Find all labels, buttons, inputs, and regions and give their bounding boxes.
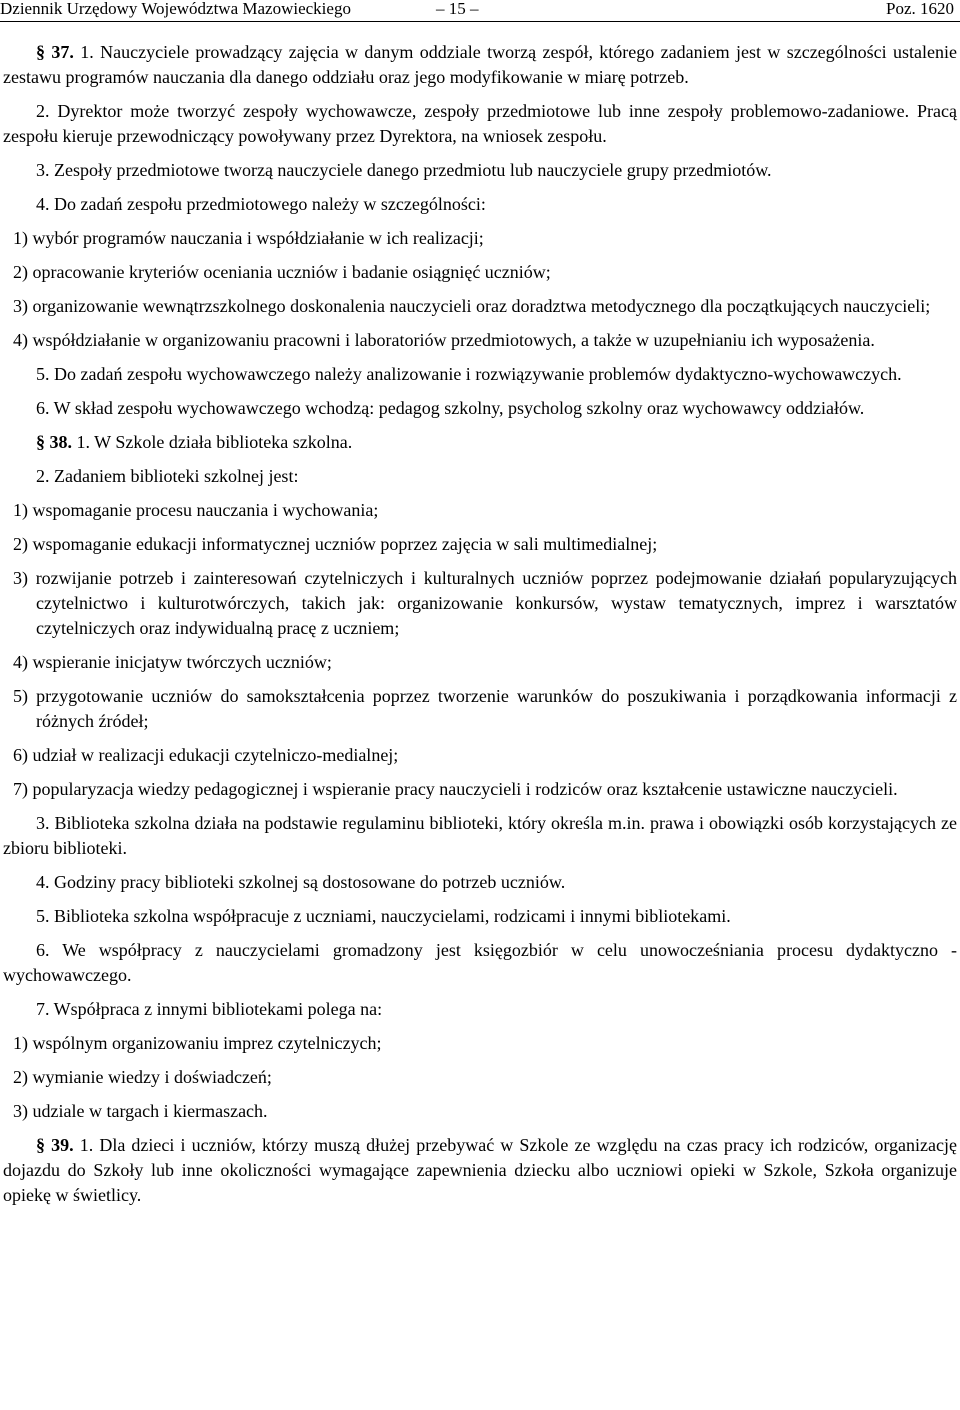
list-item: 2) opracowanie kryteriów oceniania uczniów i badanie osiągnięć uczniów; (13, 262, 551, 282)
list-item: 7) popularyzacja wiedzy pedagogicznej i wspieranie pracy nauczycieli i rodziców oraz kształcenie ustawiczne nauczycieli. (13, 779, 898, 799)
page-header (0, 0, 960, 22)
section-37-paragraph-4: 4. Do zadań zespołu przedmiotowego należy w szczególności: (36, 194, 486, 214)
list-item: 1) wspólnym organizowaniu imprez czytelniczych; (13, 1033, 382, 1053)
section-38-paragraph-6: 6. We współpracy z nauczycielami gromadzony jest księgozbiór w celu unowocześniania procesu dydaktyczno - wychowawczego. (3, 940, 957, 985)
section-37-paragraph-6: 6. W skład zespołu wychowawczego wchodzą: pedagog szkolny, psycholog szkolny oraz wychowawcy oddziałów. (36, 398, 865, 418)
section-38-mark: § 38. (36, 432, 72, 452)
section-37-paragraph-1: § 37. 1. Nauczyciele prowadzący zajęcia w danym oddziale tworzą zespół, którego zadaniem jest w szczególności ustalenie zestawu programów nauczania dla danego oddziału oraz jego modyfikowanie w miarę potrzeb. (3, 42, 958, 87)
position-number: Poz. 1620 (886, 0, 954, 18)
header-divider (0, 21, 960, 22)
section-37-mark: § 37. (36, 42, 74, 62)
list-item: 1) wspomaganie procesu nauczania i wychowania; (13, 500, 379, 520)
section-38-paragraph-4: 4. Godziny pracy biblioteki szkolnej są dostosowane do potrzeb uczniów. (36, 872, 566, 892)
list-item: 2) wspomaganie edukacji informatycznej uczniów poprzez zajęcia w sali multimedialnej; (13, 534, 658, 554)
section-37-paragraph-2: 2. Dyrektor może tworzyć zespoły wychowawcze, zespoły przedmiotowe lub inne zespoły problemowo-zadaniowe. Pracą zespołu kieruje przewodniczący powoływany przez Dyrektora, na wniosek zespołu. (3, 101, 957, 146)
section-38-paragraph-3: 3. Biblioteka szkolna działa na podstawie regulaminu biblioteki, który określa m.in. prawa i obowiązki osób korzystających ze zbioru biblioteki. (3, 813, 957, 858)
section-38-paragraph-2: 2. Zadaniem biblioteki szkolnej jest: (36, 466, 299, 486)
list-item: 4) współdziałanie w organizowaniu pracowni i laboratoriów przedmiotowych, a także w uzupełnianiu ich wyposażenia. (13, 330, 875, 350)
list-item: 5) przygotowanie uczniów do samokształcenia poprzez tworzenie warunków do poszukiwania i porządkowania informacji z różnych źródeł; (13, 686, 957, 731)
journal-title: Dziennik Urzędowy Województwa Mazowieckiego (0, 0, 351, 18)
list-item: 1) wybór programów nauczania i współdziałanie w ich realizacji; (13, 228, 484, 248)
list-item: 4) wspieranie inicjatyw twórczych uczniów; (13, 652, 332, 672)
section-39-paragraph-1: § 39. 1. Dla dzieci i uczniów, którzy muszą dłużej przebywać w Szkole ze względu na czas pracy ich rodziców, organizację dojazdu do Szkoły lub inne okoliczności wymagające zapewnienia dziecku albo uczniowi opieki w Szkole, Szkoła organizuje opiekę w świetlicy. (3, 1135, 958, 1205)
section-38-paragraph-1: § 38. 1. W Szkole działa biblioteka szkolna. (36, 432, 353, 452)
document-body (3, 40, 957, 1217)
list-item: 3) organizowanie wewnątrzszkolnego doskonalenia nauczycieli oraz doradztwa metodycznego dla początkujących nauczycieli; (13, 296, 931, 316)
list-item: 2) wymianie wiedzy i doświadczeń; (13, 1067, 272, 1087)
section-37-paragraph-3: 3. Zespoły przedmiotowe tworzą nauczyciele danego przedmiotu lub nauczyciele grupy przedmiotów. (36, 160, 772, 180)
list-item: 6) udział w realizacji edukacji czytelniczo-medialnej; (13, 745, 399, 765)
list-item: 3) rozwijanie potrzeb i zainteresowań czytelniczych i kulturalnych uczniów poprzez podejmowanie działań popularyzujących czytelnictwo i kulturotwórczych, takich jak: organizowanie konkursów, wystaw tematycznych, imprez i warsztatów czytelniczych oraz indywidualną pracę z uczniem; (13, 568, 957, 638)
list-item: 3) udziale w targach i kiermaszach. (13, 1101, 268, 1121)
section-37-paragraph-5: 5. Do zadań zespołu wychowawczego należy analizowanie i rozwiązywanie problemów dydaktyczno-wychowawczych. (36, 364, 902, 384)
section-38-paragraph-7: 7. Współpraca z innymi bibliotekami polega na: (36, 999, 383, 1019)
section-38-paragraph-5: 5. Biblioteka szkolna współpracuje z uczniami, nauczycielami, rodzicami i innymi bibliotekami. (36, 906, 731, 926)
section-39-mark: § 39. (36, 1135, 74, 1155)
page-number: – 15 – (436, 0, 479, 18)
